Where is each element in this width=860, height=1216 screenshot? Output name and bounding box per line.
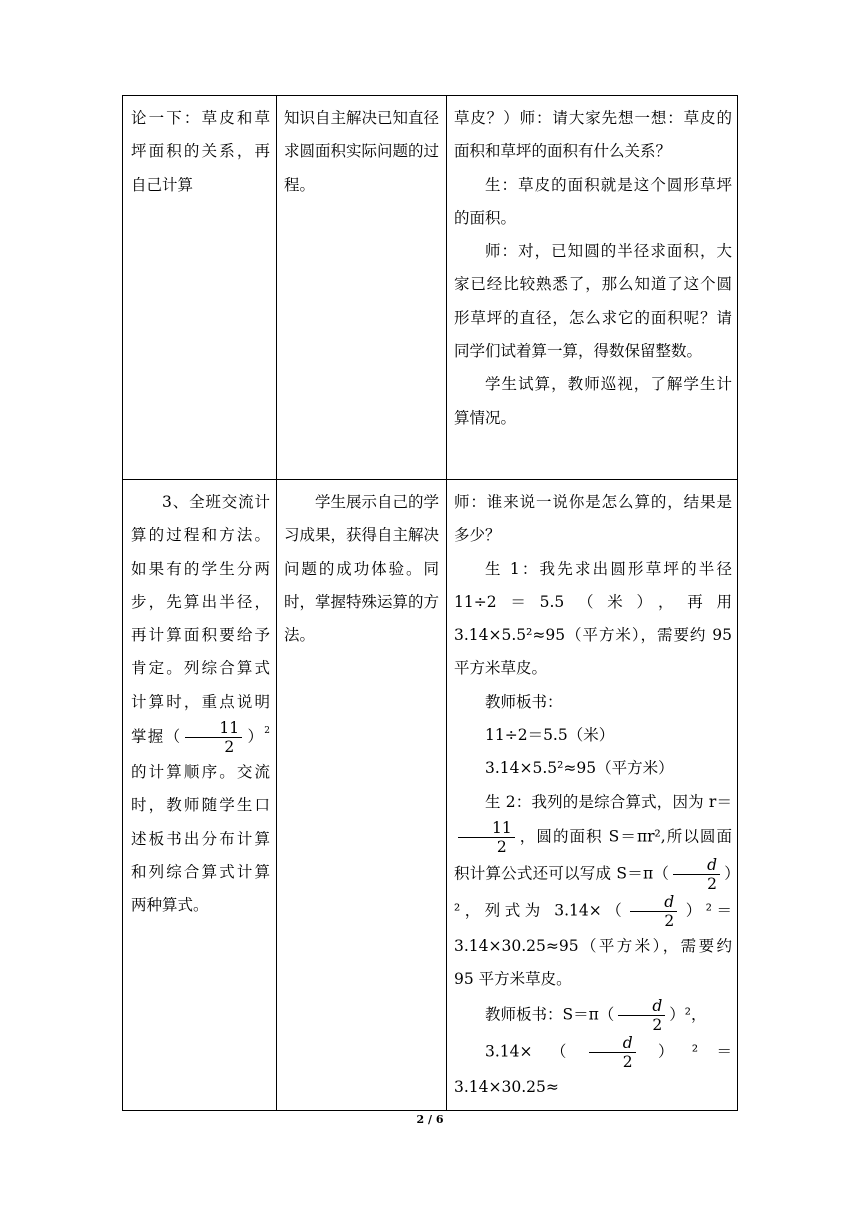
formula-text: ）²＝3.14×30.25≈ [454, 1042, 733, 1096]
lesson-table [122, 95, 738, 1111]
row-divider [123, 479, 737, 480]
activity-text-b: ） [246, 727, 265, 746]
fraction-denominator: 2 [224, 738, 235, 757]
fraction-denominator: 2 [664, 911, 675, 930]
row1-process-cell [454, 102, 732, 435]
row2-paragraph: 生 1：我先求出圆形草坪的半径 11÷2＝5.5（米），再用 3.14×5.5²≈95（平方米），需要约 95 平方米草皮。 [454, 559, 732, 678]
column-divider [276, 96, 277, 1110]
formula-text: 3.14×（ [485, 1042, 585, 1061]
fraction-numerator: 11 [492, 818, 512, 837]
fraction-numerator: 11 [219, 719, 240, 738]
fraction-d-over-2 [630, 893, 677, 930]
fraction-denominator: 2 [707, 874, 717, 893]
row1-intent-cell [284, 102, 439, 202]
row2-activity-text [131, 486, 270, 923]
row2-paragraph: 11÷2＝5.5（米） [485, 726, 615, 745]
fraction-numerator: d [707, 855, 718, 874]
formula-text: 生 2：我列的是综合算式，因为 r＝ [485, 792, 732, 811]
row1-paragraph: 生：草皮的面积就是这个圆形草坪的面积。 [454, 175, 732, 227]
row2-paragraph: 教师板书： [485, 692, 563, 711]
row2-process-cell [454, 486, 732, 1104]
row2-paragraph [454, 786, 732, 997]
fraction-d-over-2 [589, 1034, 636, 1071]
row2-paragraph [454, 997, 732, 1034]
formula-text: 教师板书：S＝π（ [485, 1005, 615, 1024]
fraction-denominator: 2 [496, 837, 507, 856]
column-divider [446, 96, 447, 1110]
superscript: 2 [264, 726, 270, 737]
fraction-denominator: 2 [652, 1015, 663, 1034]
activity-text-c: 的计算顺序。交流时，教师随学生口述板书出分布计算和列综合算式计算两种算式。 [131, 763, 270, 915]
row1-activity-text: 论一下：草皮和草坪面积的关系，再自己计算 [131, 109, 270, 194]
formula-text: ）²， [669, 1005, 707, 1024]
row2-activity-cell [131, 486, 270, 923]
formula-text: ，圆的面积 S＝πr²,所以圆面积计算公式还可以写成 S＝π（ [454, 827, 732, 883]
fraction-numerator: d [652, 996, 663, 1015]
row2-paragraph [454, 1034, 732, 1104]
row1-paragraph: 草皮？）师：请大家先想一想：草皮的面积和草坪的面积有什么关系？ [454, 109, 732, 161]
fraction-d-over-2 [618, 997, 665, 1034]
row2-paragraph: 3.14×5.5²≈95（平方米） [485, 759, 674, 778]
row2-paragraph: 师：谁来说一说你是怎么算的，结果是多少？ [454, 493, 732, 545]
page-number: 2 / 6 [416, 1113, 444, 1126]
fraction-denominator: 2 [622, 1052, 633, 1071]
formula-text: ）²＝3.14×30.25≈95（平方米），需要约 95 平方米草皮。 [454, 901, 733, 989]
fraction-d-over-2 [673, 856, 720, 893]
row1-paragraph: 学生试算，教师巡视，了解学生计算情况。 [454, 375, 732, 427]
activity-text-a: 3、全班交流计算的过程和方法。如果有的学生分两步，先算出半径，再计算面积要给予肯定。列综合算式计算时，重点说明掌握（ [131, 493, 270, 746]
fraction-numerator: d [664, 892, 675, 911]
fraction-11-over-2 [458, 819, 515, 856]
row2-intent-text: 学生展示自己的学习成果，获得自主解决问题的成功体验。同时，掌握特殊运算的方法。 [284, 493, 440, 645]
row1-activity-cell [131, 102, 270, 202]
fraction-numerator: d [622, 1033, 633, 1052]
fraction-11-over-2 [185, 719, 242, 756]
row2-intent-cell [284, 486, 439, 652]
row1-paragraph: 师：对，已知圆的半径求面积，大家已经比较熟悉了，那么知道了这个圆形草坪的直径，怎么求它的面积呢？请同学们试着算一算，得数保留整数。 [454, 242, 732, 361]
row1-intent-text: 知识自主解决已知直径求圆面积实际问题的过程。 [284, 109, 440, 194]
formula-text: ）²，列式为 3.14×（ [454, 864, 732, 920]
